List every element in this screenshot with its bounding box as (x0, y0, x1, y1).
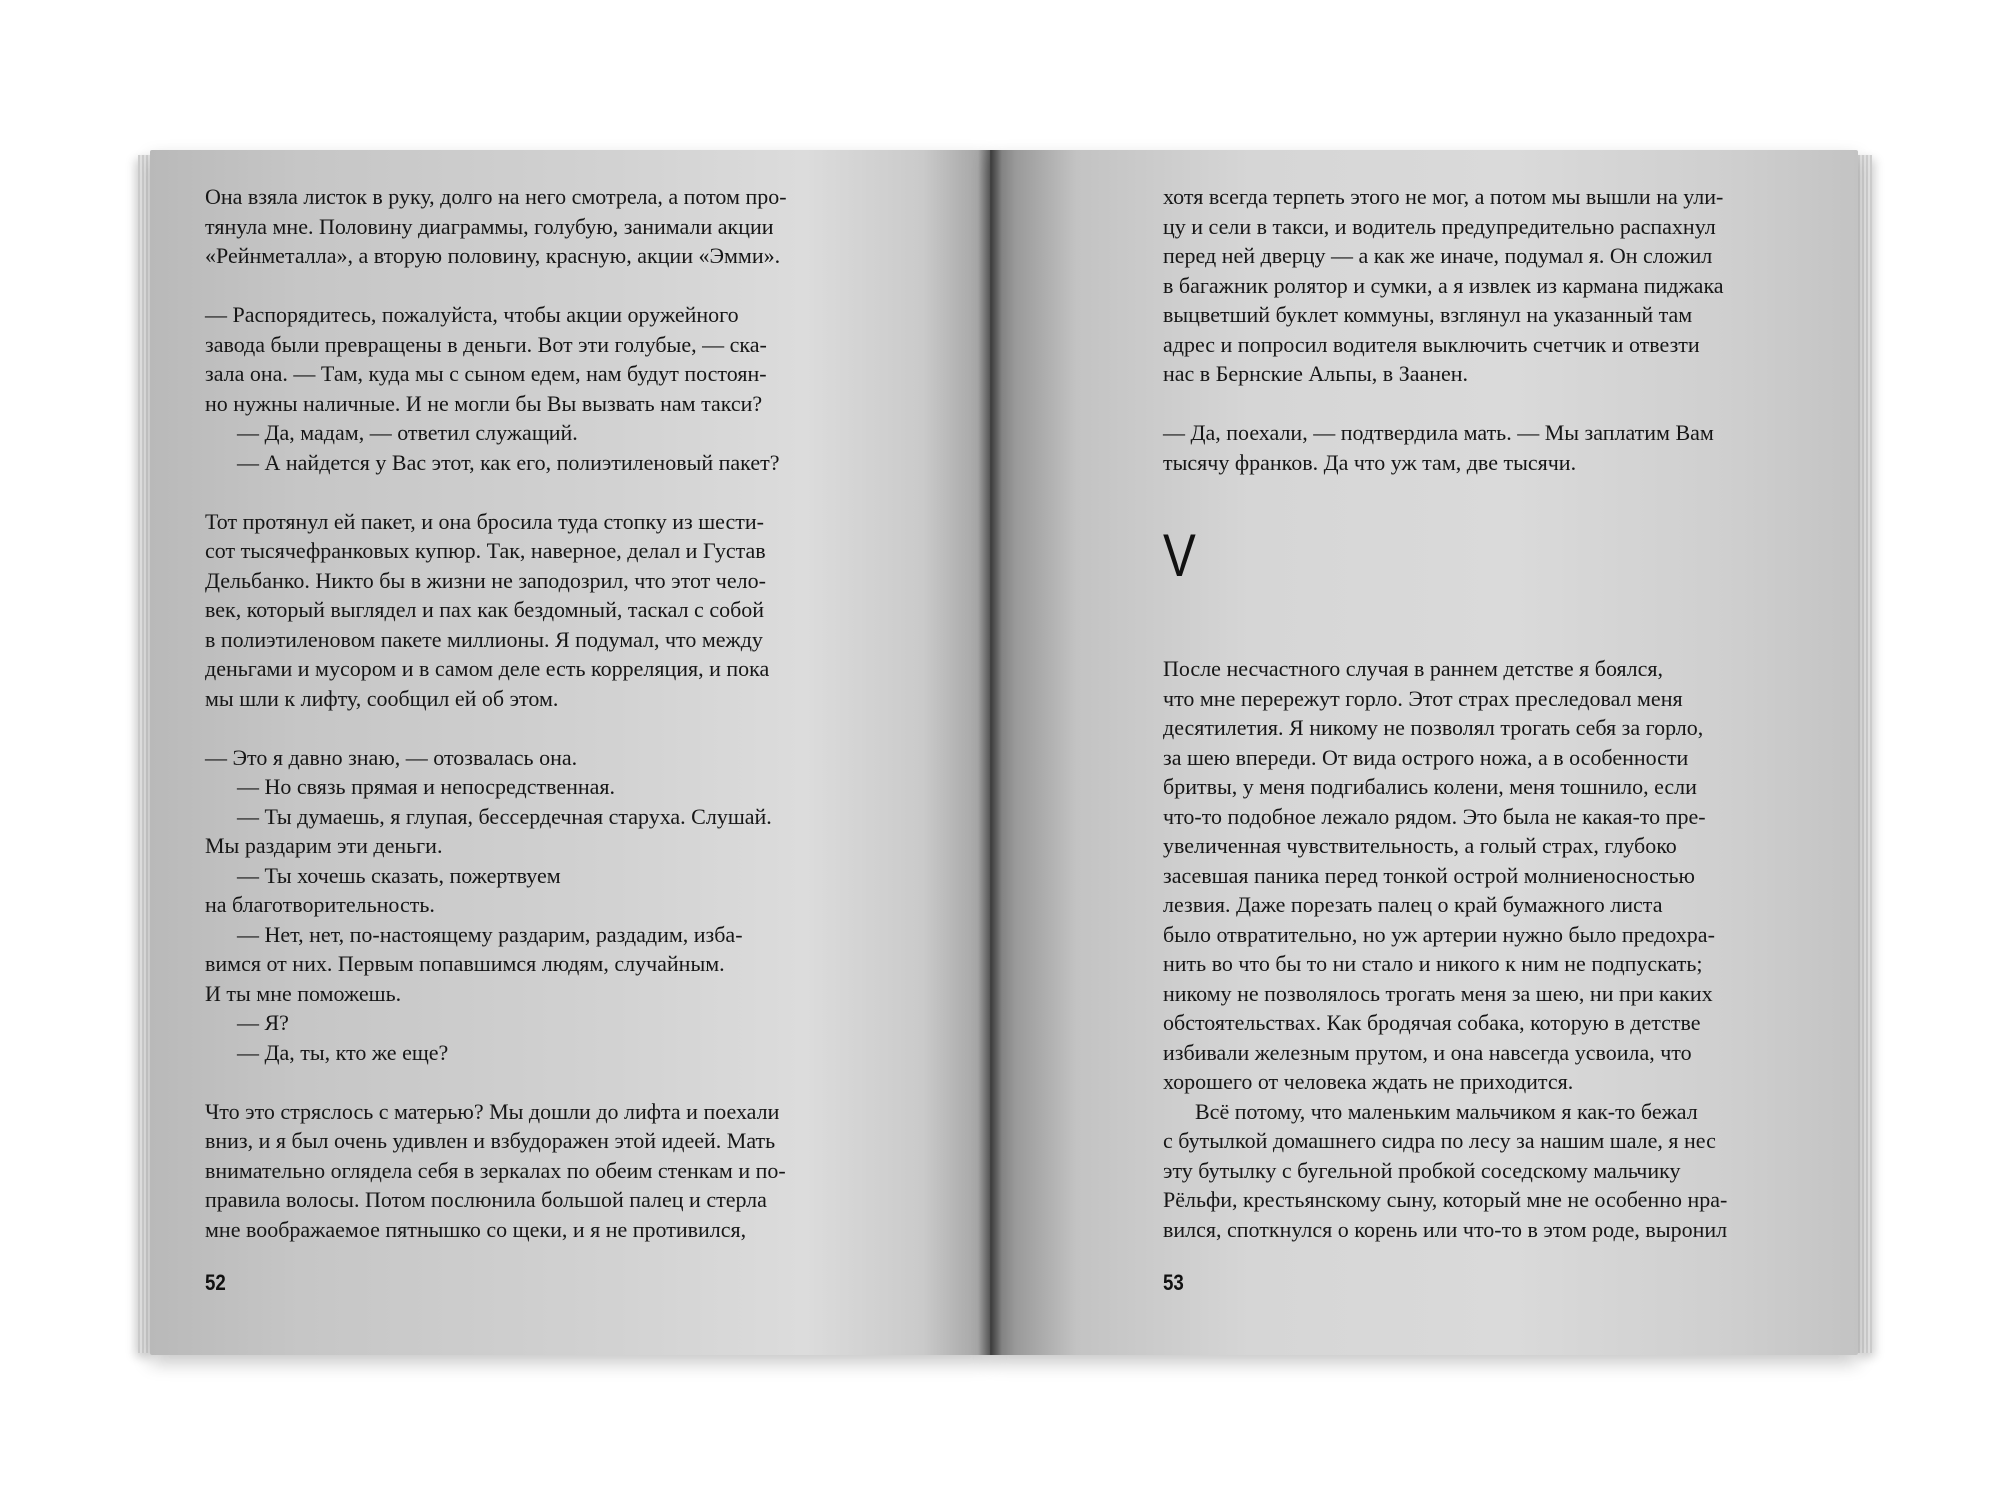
text-line: вился, споткнулся о корень или что-то в этом роде, выронил (1163, 1216, 1728, 1242)
text-line: за шею впереди. От вида острого ножа, а в особенности (1163, 744, 1689, 770)
text-line: мы шли к лифту, сообщил ей об этом. (205, 685, 559, 711)
text-line: лезвия. Даже порезать палец о край бумажного листа (1163, 892, 1663, 917)
text-line: хотя всегда терпеть этого не мог, а потом мы вышли на ули- (1163, 184, 1724, 209)
text-line: вниз, и я был очень удивлен и взбудоражен этой идеей. Мать (205, 1128, 776, 1153)
text-line: — Да, поехали, — подтвердила мать. — Мы заплатим Вам (1163, 420, 1714, 445)
text-line: избивали железным прутом, и она навсегда усвоила, что (1163, 1039, 1692, 1065)
text-line: эту бутылку с бугельной пробкой соседскому мальчику (1163, 1157, 1681, 1183)
text-line: нить во что бы то ни стало и никого к ним не подпускать; (1163, 951, 1703, 976)
text-line: — Да, мадам, — ответил служащий. (237, 420, 578, 445)
text-line: сот тысячефранковых купюр. Так, наверное, делал и Густав (205, 538, 766, 563)
text-line: засевшая паника перед тонкой острой молниеносностью (1163, 862, 1695, 888)
text-line: выцветший буклет коммуны, взглянул на указанный там (1163, 302, 1693, 327)
text-line: — Это я давно знаю, — отозвалась она. (205, 744, 578, 770)
text-line: Рёльфи, крестьянскому сыну, который мне не особенно нра- (1163, 1187, 1728, 1212)
text-line: — А найдется у Вас этот, как его, полиэтиленовый пакет? (237, 449, 780, 475)
text-line: И ты мне поможешь. (205, 980, 402, 1006)
left-page-text (205, 182, 925, 1244)
text-line: тысячу франков. Да что уж там, две тысячи. (1163, 449, 1577, 475)
text-line: мне воображаемое пятнышко со щеки, и я не противился, (205, 1216, 747, 1242)
text-line: правила волосы. Потом послюнила большой палец и стерла (205, 1187, 767, 1212)
page-block-edge-right (1856, 155, 1872, 1353)
text-line: увеличенная чувствительность, а голый страх, глубоко (1163, 833, 1677, 858)
paragraph-gap (205, 477, 925, 507)
text-line: Тот протянул ей пакет, и она бросила туда стопку из шести- (205, 508, 764, 534)
left-page (150, 150, 990, 1355)
text-line: — Ты думаешь, я глупая, бессердечная старуха. Слушай. (237, 803, 772, 829)
text-line: было отвратительно, но уж артерии нужно было предохра- (1163, 921, 1715, 947)
paragraph-gap (1163, 389, 1788, 419)
text-line: зала она. — Там, куда мы с сыном едем, нам будут постоян- (205, 361, 767, 386)
paragraph-gap (205, 713, 925, 743)
text-line: что-то подобное лежало рядом. Это была не какая-то пре- (1163, 803, 1706, 829)
text-line: — Но связь прямая и непосредственная. (237, 774, 616, 799)
text-line: десятилетия. Я никому не позволял трогать себя за горло, (1163, 715, 1704, 740)
text-line: адрес и попросил водителя выключить счетчик и отвезти (1163, 331, 1700, 357)
right-page-text-body (1163, 654, 1788, 1244)
text-line: никому не позволялось трогать меня за шею, ни при каких (1163, 980, 1713, 1006)
text-line: перед ней дверцу — а как же иначе, подумал я. Он сложил (1163, 243, 1713, 268)
text-line: деньгами и мусором и в самом деле есть корреляция, и пока (205, 656, 770, 681)
text-line: нас в Бернские Альпы, в Заанен. (1163, 361, 1469, 386)
text-line: «Рейнметалла», а вторую половину, красную, акции «Эмми». (205, 243, 781, 268)
text-line: бритвы, у меня подгибались колени, меня тошнило, если (1163, 774, 1697, 799)
text-line: После несчастного случая в раннем детстве я боялся, (1163, 656, 1664, 681)
text-line: в багажник ролятор и сумки, а я извлек из кармана пиджака (1163, 272, 1724, 298)
right-page (990, 150, 1858, 1355)
text-line: вимся от них. Первым попавшимся людям, случайным. (205, 951, 725, 976)
text-line: Дельбанко. Никто бы в жизни не заподозрил, что этот чело- (205, 567, 766, 593)
text-line: — Да, ты, кто же еще? (237, 1039, 449, 1065)
text-line: век, который выглядел и пах как бездомный, таскал с собой (205, 597, 765, 622)
text-line: что мне перережут горло. Этот страх преследовал меня (1163, 685, 1683, 711)
page-number: 52 (205, 1270, 226, 1295)
paragraph-gap (205, 271, 925, 301)
text-line: Мы раздарим эти деньги. (205, 833, 443, 858)
text-line: — Распорядитесь, пожалуйста, чтобы акции оружейного (205, 302, 739, 327)
text-line: — Я? (237, 1010, 289, 1035)
text-line: — Ты хочешь сказать, пожертвуем (237, 862, 561, 888)
text-line: Что это стряслось с матерью? Мы дошли до лифта и поехали (205, 1098, 780, 1124)
text-line: Всё потому, что маленьким мальчиком я как-то бежал (1195, 1098, 1698, 1124)
text-line: тянула мне. Половину диаграммы, голубую, занимали акции (205, 213, 774, 239)
text-line: Она взяла листок в руку, долго на него смотрела, а потом про- (205, 184, 787, 209)
text-line: завода были превращены в деньги. Вот эти голубые, — ска- (205, 331, 767, 357)
text-line: — Нет, нет, по-настоящему раздарим, раздадим, изба- (237, 921, 743, 947)
text-line: с бутылкой домашнего сидра по лесу за нашим шале, я нес (1163, 1128, 1716, 1153)
text-line: на благотворительность. (205, 892, 435, 917)
text-line: но нужны наличные. И не могли бы Вы вызвать нам такси? (205, 390, 763, 416)
page-number: 53 (1163, 1270, 1184, 1295)
text-line: хорошего от человека ждать не приходится. (1163, 1069, 1574, 1094)
paragraph-gap (205, 1067, 925, 1097)
right-page-text-top (1163, 182, 1788, 477)
text-line: внимательно оглядела себя в зеркалах по обеим стенкам и по- (205, 1157, 786, 1183)
text-line: обстоятельствах. Как бродячая собака, которую в детстве (1163, 1010, 1701, 1035)
text-line: цу и сели в такси, и водитель предупредительно распахнул (1163, 213, 1716, 239)
text-line: в полиэтиленовом пакете миллионы. Я подумал, что между (205, 626, 763, 652)
chapter-heading: V (1163, 522, 1196, 589)
